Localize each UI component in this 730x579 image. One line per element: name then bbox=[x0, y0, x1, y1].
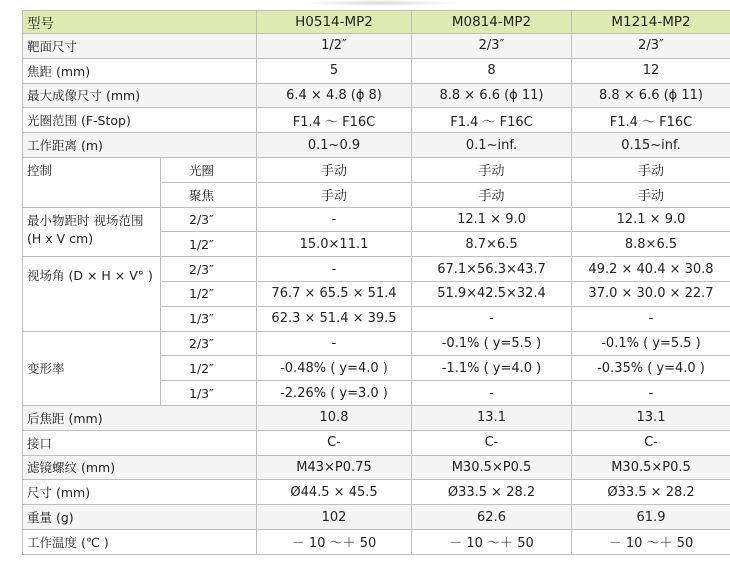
cell: F1.4 〜 F16C bbox=[257, 108, 412, 133]
table-header-row bbox=[23, 11, 730, 34]
sub-label: 聚焦 bbox=[161, 182, 257, 207]
cell: 6.4 × 4.8 (ϕ 8) bbox=[257, 83, 412, 108]
cell: - bbox=[257, 207, 412, 232]
cell: － 10 〜＋ 50 bbox=[257, 529, 412, 554]
row-label: 最小物距时 视场范围 (H x V cm) bbox=[23, 207, 161, 257]
sub-label: 2/3″ bbox=[161, 331, 257, 356]
row-label: 尺寸 (mm) bbox=[23, 480, 257, 505]
cell: Ø33.5 × 28.2 bbox=[412, 480, 572, 505]
cell: C- bbox=[412, 430, 572, 455]
cell: Ø44.5 × 45.5 bbox=[257, 480, 412, 505]
cell: 0.1~0.9 bbox=[257, 133, 412, 158]
cell: 62.6 bbox=[412, 505, 572, 530]
row-back-focal bbox=[23, 405, 730, 430]
cell: 手动 bbox=[572, 182, 730, 207]
cell: - bbox=[572, 381, 730, 406]
sub-label: 1/3″ bbox=[161, 306, 257, 331]
cell: 8.7×6.5 bbox=[412, 232, 572, 257]
row-label: 后焦距 (mm) bbox=[23, 405, 257, 430]
cell: - bbox=[412, 306, 572, 331]
cell: 37.0 × 30.0 × 22.7 bbox=[572, 281, 730, 306]
cell: 102 bbox=[257, 505, 412, 530]
sub-label: 1/2″ bbox=[161, 356, 257, 381]
header-model-2: M0814-MP2 bbox=[412, 11, 572, 34]
cell: F1.4 〜 F16C bbox=[572, 108, 730, 133]
row-label: 控制 bbox=[23, 157, 161, 207]
cell: － 10 〜＋ 50 bbox=[572, 529, 730, 554]
cell: 手动 bbox=[257, 182, 412, 207]
cell: 12 bbox=[572, 58, 730, 83]
cell: 12.1 × 9.0 bbox=[572, 207, 730, 232]
sub-label: 2/3″ bbox=[161, 257, 257, 282]
cell: 2/3″ bbox=[412, 34, 572, 59]
cell: -0.1% ( y=5.5 ) bbox=[572, 331, 730, 356]
cell: M30.5×P0.5 bbox=[412, 455, 572, 480]
lens-spec-table bbox=[22, 10, 730, 555]
row-temperature bbox=[23, 529, 730, 554]
row-control-iris bbox=[23, 157, 730, 182]
row-label: 视场角 (D × H × V° ) bbox=[23, 257, 161, 331]
cell: 13.1 bbox=[572, 405, 730, 430]
row-weight bbox=[23, 505, 730, 530]
row-size bbox=[23, 480, 730, 505]
cell: 手动 bbox=[257, 157, 412, 182]
cell: 手动 bbox=[572, 157, 730, 182]
row-label: 滤镜螺纹 (mm) bbox=[23, 455, 257, 480]
row-label: 光圈范围 (F-Stop) bbox=[23, 108, 257, 133]
row-filter bbox=[23, 455, 730, 480]
cell: - bbox=[257, 257, 412, 282]
cell: Ø33.5 × 28.2 bbox=[572, 480, 730, 505]
cell: － 10 〜＋ 50 bbox=[412, 529, 572, 554]
cell: 13.1 bbox=[412, 405, 572, 430]
cell: - bbox=[412, 381, 572, 406]
header-model-1: H0514-MP2 bbox=[257, 11, 412, 34]
row-label: 工作温度 (℃ ) bbox=[23, 529, 257, 554]
cell: 15.0×11.1 bbox=[257, 232, 412, 257]
top-shadow bbox=[300, 0, 460, 6]
cell: F1.4 〜 F16C bbox=[412, 108, 572, 133]
header-model-label: 型号 bbox=[23, 11, 257, 34]
cell: -0.35% ( y=4.0 ) bbox=[572, 356, 730, 381]
cell: 手动 bbox=[412, 157, 572, 182]
row-fov-23 bbox=[23, 257, 730, 282]
cell: 51.9×42.5×32.4 bbox=[412, 281, 572, 306]
sub-label: 光圈 bbox=[161, 157, 257, 182]
row-label: 最大成像尺寸 (mm) bbox=[23, 83, 257, 108]
cell: 12.1 × 9.0 bbox=[412, 207, 572, 232]
cell: C- bbox=[572, 430, 730, 455]
row-min-obj-23 bbox=[23, 207, 730, 232]
row-label: 靶面尺寸 bbox=[23, 34, 257, 59]
cell: - bbox=[257, 331, 412, 356]
row-distortion-23 bbox=[23, 331, 730, 356]
cell: 8 bbox=[412, 58, 572, 83]
sub-label: 1/3″ bbox=[161, 381, 257, 406]
cell: -1.1% ( y=4.0 ) bbox=[412, 356, 572, 381]
row-label: 工作距离 (m) bbox=[23, 133, 257, 158]
cell: 8.8×6.5 bbox=[572, 232, 730, 257]
cell: 10.8 bbox=[257, 405, 412, 430]
cell: -2.26% ( y=3.0 ) bbox=[257, 381, 412, 406]
cell: - bbox=[572, 306, 730, 331]
row-focal bbox=[23, 58, 730, 83]
row-label: 重量 (g) bbox=[23, 505, 257, 530]
cell: 手动 bbox=[412, 182, 572, 207]
row-sensor bbox=[23, 34, 730, 59]
sub-label: 2/3″ bbox=[161, 207, 257, 232]
row-max-image bbox=[23, 83, 730, 108]
cell: 76.7 × 65.5 × 51.4 bbox=[257, 281, 412, 306]
cell: -0.1% ( y=5.5 ) bbox=[412, 331, 572, 356]
row-label: 接口 bbox=[23, 430, 257, 455]
cell: 8.8 × 6.6 (ϕ 11) bbox=[412, 83, 572, 108]
sub-label: 1/2″ bbox=[161, 281, 257, 306]
cell: 0.15~inf. bbox=[572, 133, 730, 158]
cell: 5 bbox=[257, 58, 412, 83]
cell: 1/2″ bbox=[257, 34, 412, 59]
row-mount bbox=[23, 430, 730, 455]
sub-label: 1/2″ bbox=[161, 232, 257, 257]
cell: 67.1×56.3×43.7 bbox=[412, 257, 572, 282]
cell: 62.3 × 51.4 × 39.5 bbox=[257, 306, 412, 331]
cell: M30.5×P0.5 bbox=[572, 455, 730, 480]
cell: 61.9 bbox=[572, 505, 730, 530]
row-work-distance bbox=[23, 133, 730, 158]
row-aperture bbox=[23, 108, 730, 133]
cell: -0.48% ( y=4.0 ) bbox=[257, 356, 412, 381]
cell: 8.8 × 6.6 (ϕ 11) bbox=[572, 83, 730, 108]
cell: 0.1~inf. bbox=[412, 133, 572, 158]
cell: 49.2 × 40.4 × 30.8 bbox=[572, 257, 730, 282]
header-model-3: M1214-MP2 bbox=[572, 11, 730, 34]
cell: C- bbox=[257, 430, 412, 455]
cell: 2/3″ bbox=[572, 34, 730, 59]
row-label: 变形率 bbox=[23, 331, 161, 405]
cell: M43×P0.75 bbox=[257, 455, 412, 480]
row-label: 焦距 (mm) bbox=[23, 58, 257, 83]
